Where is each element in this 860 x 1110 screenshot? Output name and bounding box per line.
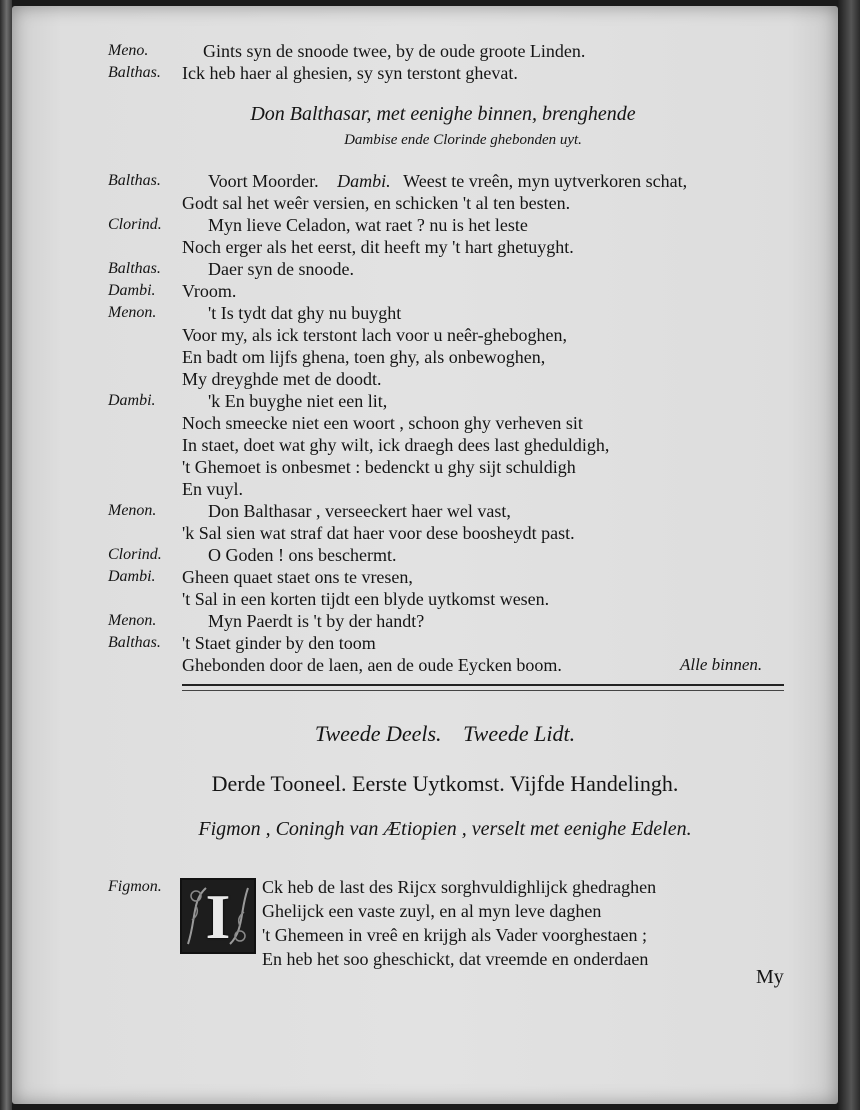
speaker-label: Meno. [108, 42, 149, 59]
speaker-label: Clorind. [108, 216, 162, 233]
verse-line: En heb het soo gheschickt, dat vreemde en onderdaen [262, 949, 649, 969]
verse-line: 't Staet ginder by den toom [182, 633, 376, 653]
verse-line: O Goden ! ons beschermt. [208, 545, 397, 565]
inline-speaker-label: Dambi. [337, 171, 391, 191]
verse-line: Ghelijck een vaste zuyl, en al myn leve daghen [262, 901, 602, 921]
verse-line [208, 170, 687, 192]
speaker-label: Clorind. [108, 546, 162, 563]
verse-line: Gints syn de snoode twee, by de oude groote Linden. [203, 41, 586, 61]
verse-line: Gheen quaet staet ons te vresen, [182, 567, 413, 587]
verse-text: Voort Moorder. [208, 171, 319, 191]
exit-stage-direction: Alle binnen. [680, 655, 763, 674]
verse-line: 'k En buyghe niet een lit, [208, 391, 388, 411]
speaker-label: Menon. [108, 304, 157, 321]
verse-line: Myn lieve Celadon, wat raet ? nu is het leste [208, 215, 528, 235]
stage-direction-line-1: Don Balthasar, met eenighe binnen, brenghende [250, 103, 636, 125]
verse-line: Voor my, als ick terstont lach voor u neêr-gheboghen, [182, 325, 568, 345]
stage-direction-line-2: Dambise ende Clorinde ghebonden uyt. [344, 132, 582, 148]
catchword: My [756, 966, 784, 988]
verse-line: 't Ghemoet is onbesmet : bedenckt u ghy sijt schuldigh [182, 457, 576, 477]
verse-line: En vuyl. [182, 479, 243, 499]
part-heading [12, 720, 838, 748]
speaker-label: Dambi. [108, 392, 156, 409]
part-label: Tweede Deels. [314, 721, 442, 746]
verse-line: Godt sal het weêr versien, en schicken 't al ten besten. [182, 193, 571, 213]
section-rule-thin [182, 690, 784, 691]
verse-line: Vroom. [182, 281, 237, 301]
speaker-label: Figmon. [108, 878, 162, 895]
decorated-initial [180, 878, 256, 954]
speaker-label: Balthas. [108, 64, 161, 81]
verse-text: Weest te vreên, myn uytverkoren schat, [403, 171, 688, 191]
verse-line: In staet, doet wat ghy wilt, ick draegh dees last gheduldigh, [182, 435, 610, 455]
verse-line: Ghebonden door de laen, aen de oude Eycken boom. [182, 655, 562, 675]
speaker-label: Menon. [108, 502, 157, 519]
speaker-label: Dambi. [108, 282, 156, 299]
initial-letter: I [205, 881, 231, 952]
verse-line: Ick heb haer al ghesien, sy syn terstont ghevat. [182, 63, 518, 83]
verse-line: 'k Sal sien wat straf dat haer voor dese boosheydt past. [182, 523, 575, 543]
verse-line: Noch erger als het eerst, dit heeft my 't hart ghetuyght. [182, 237, 574, 257]
speaker-label: Balthas. [108, 172, 161, 189]
verse-line: En badt om lijfs ghena, toen ghy, als onbewoghen, [182, 347, 546, 367]
song-label: Tweede Lidt. [463, 721, 576, 746]
scene-heading: Derde Tooneel. Eerste Uytkomst. Vijfde Handelingh. [211, 771, 679, 796]
verse-line: Noch smeecke niet een woort , schoon ghy verheven sit [182, 413, 583, 433]
speaker-label: Menon. [108, 612, 157, 629]
right-page-edge [838, 0, 860, 1110]
verse-line: Don Balthasar , verseeckert haer wel vast, [208, 501, 511, 521]
book-gutter [0, 0, 12, 1110]
verse-line: Daer syn de snoode. [208, 259, 354, 279]
speaker-label: Balthas. [108, 260, 161, 277]
verse-line: My dreyghde met de doodt. [182, 369, 382, 389]
speaker-label: Dambi. [108, 568, 156, 585]
verse-line: 't Is tydt dat ghy nu buyght [208, 303, 402, 323]
verse-line: 't Sal in een korten tijdt een blyde uytkomst wesen. [182, 589, 550, 609]
speaker-label: Balthas. [108, 634, 161, 651]
section-rule [182, 684, 784, 686]
verse-line: Ck heb de last des Rijcx sorghvuldighlijck ghedraghen [262, 877, 657, 897]
cast-line: Figmon , Coningh van Ætiopien , verselt met eenighe Edelen. [198, 818, 692, 840]
verse-line: 't Ghemeen in vreê en krijgh als Vader voorghestaen ; [262, 925, 647, 945]
verse-line: Myn Paerdt is 't by der handt? [208, 611, 425, 631]
